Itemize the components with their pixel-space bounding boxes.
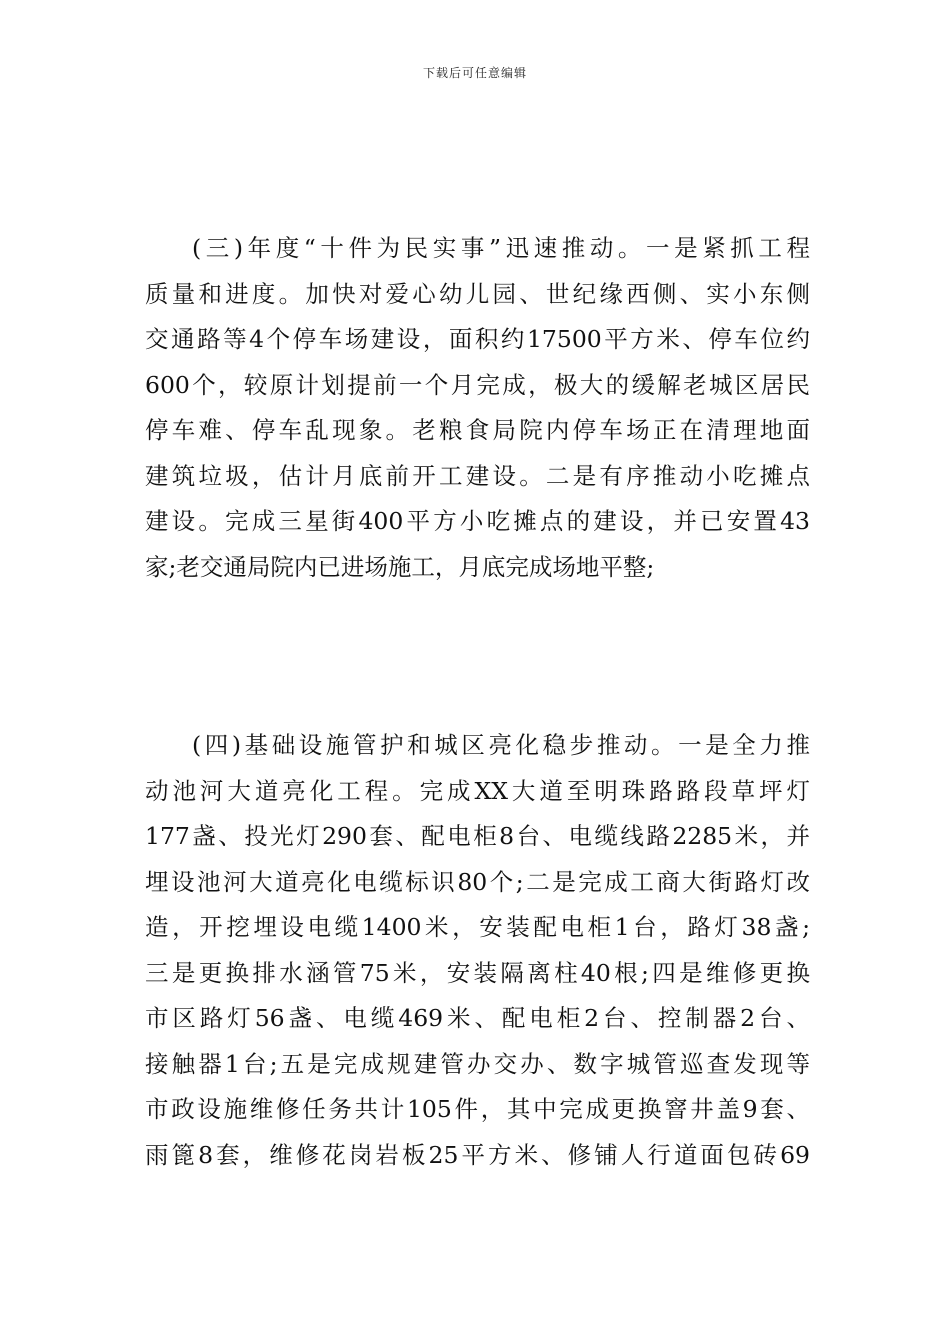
paragraph-line: 建筑垃圾，估计月底前开工建设。二是有序推动小吃摊点 (145, 461, 810, 490)
paragraph-line: 接触器1台;五是完成规建管办交办、数字城管巡查发现等 (145, 1049, 810, 1078)
paragraph-line: 600个，较原计划提前一个月完成，极大的缓解老城区居民 (145, 370, 810, 399)
paragraph-line: 造，开挖埋设电缆1400米，安装配电柜1台，路灯38盏; (145, 913, 810, 941)
paragraph-line: (四)基础设施管护和城区亮化稳步推动。一是全力推 (192, 731, 810, 759)
paragraph-line: 三是更换排水涵管75米，安装隔离柱40根;四是维修更换 (145, 958, 810, 987)
paragraph-line: 市政设施维修任务共计105件，其中完成更换窨井盖9套、 (145, 1095, 810, 1123)
paragraph-line: 埋设池河大道亮化电缆标识80个;二是完成工商大街路灯改 (145, 867, 810, 896)
paragraph-line: 质量和进度。加快对爱心幼儿园、世纪缘西侧、实小东侧 (145, 279, 810, 308)
paragraph-line: 交通路等4个停车场建设，面积约17500平方米、停车位约 (145, 325, 810, 353)
page-header: 下载后可任意编辑 (422, 66, 527, 80)
paragraph-line: 建设。完成三星街400平方小吃摊点的建设，并已安置43 (145, 507, 810, 535)
paragraph-line: 动池河大道亮化工程。完成XX大道至明珠路路段草坪灯 (145, 776, 810, 805)
paragraph-line: (三)年度“十件为民实事”迅速推动。一是紧抓工程 (192, 234, 810, 262)
paragraph-three (145, 226, 810, 590)
paragraph-line: 市区路灯56盏、电缆469米、配电柜2台、控制器2台、 (145, 1004, 810, 1032)
paragraph-four (145, 723, 810, 1178)
paragraph-line: 177盏、投光灯290套、配电柜8台、电缆线路2285米，并 (145, 822, 810, 850)
paragraph-line: 雨篦8套，维修花岗岩板25平方米、修铺人行道面包砖69 (145, 1140, 810, 1169)
paragraph-line: 家;老交通局院内已进场施工，月底完成场地平整; (145, 552, 655, 581)
paragraph-line: 停车难、停车乱现象。老粮食局院内停车场正在清理地面 (145, 416, 810, 444)
